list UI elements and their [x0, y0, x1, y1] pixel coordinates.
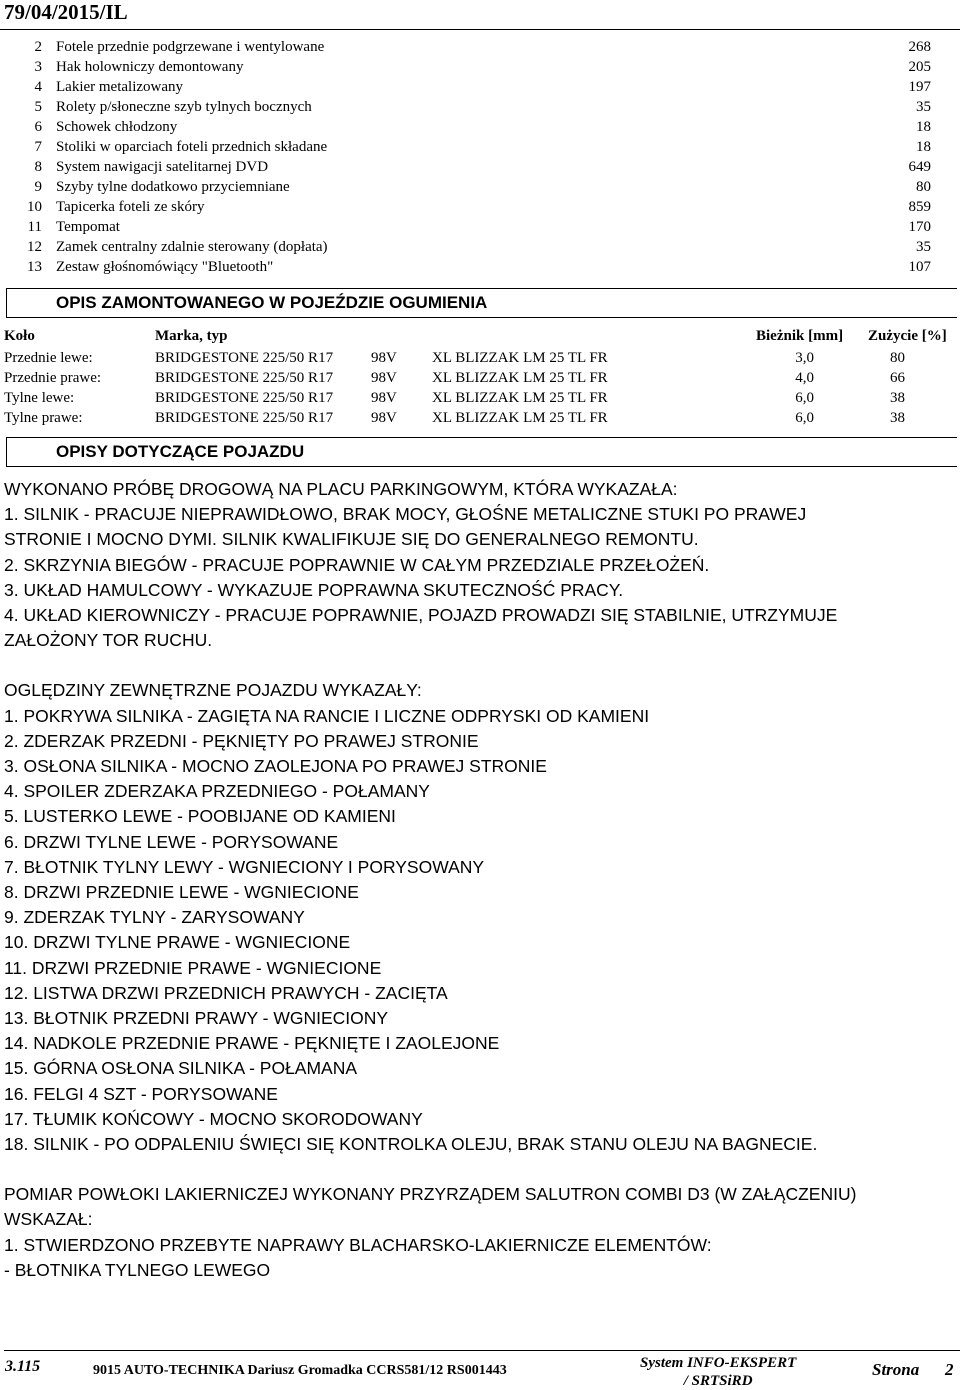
header-wear: Zużycie [%]	[868, 328, 947, 344]
tire-row	[0, 407, 960, 427]
tire-position: Tylne prawe:	[4, 410, 83, 426]
equipment-value: 35	[916, 99, 931, 115]
equipment-value: 859	[908, 199, 931, 215]
header-brand: Marka, typ	[155, 328, 228, 344]
equipment-number: 2	[34, 39, 42, 55]
equipment-row	[0, 178, 960, 198]
vehicle-notes-title: OPISY DOTYCZĄCE POJAZDU	[56, 442, 305, 461]
tire-wear: 80	[890, 350, 905, 366]
exterior-heading: OGLĘDZINY ZEWNĘTRZNE POJAZDU WYKAZAŁY:	[4, 680, 422, 701]
exterior-line: 2. ZDERZAK PRZEDNI - PĘKNIĘTY PO PRAWEJ STRONIE	[4, 730, 479, 751]
equipment-row	[0, 78, 960, 98]
equipment-value: 170	[908, 219, 931, 235]
equipment-value: 18	[916, 139, 931, 155]
tire-row	[0, 347, 960, 367]
equipment-name: Szyby tylne dodatkowo przyciemniane	[56, 179, 290, 195]
header-kolo: Koło	[4, 328, 35, 344]
footer-page-code: 3.115	[5, 1358, 41, 1375]
exterior-line: 12. LISTWA DRZWI PRZEDNICH PRAWYCH - ZACIĘTA	[4, 982, 448, 1003]
exterior-line: 1. POKRYWA SILNIKA - ZAGIĘTA NA RANCIE I LICZNE ODPRYSKI OD KAMIENI	[4, 705, 650, 726]
footer-system-line2: / SRTSiRD	[683, 1373, 753, 1389]
exterior-line: 10. DRZWI TYLNE PRAWE - WGNIECIONE	[4, 932, 351, 953]
exterior-line: 16. FELGI 4 SZT - PORYSOWANE	[4, 1083, 278, 1104]
paint-line: 1. STWIERDZONO PRZEBYTE NAPRAWY BLACHARSKO-LAKIERNICZE ELEMENTÓW:	[4, 1234, 712, 1255]
tires-table	[0, 325, 960, 427]
tire-model: XL BLIZZAK LM 25 TL FR	[432, 370, 608, 386]
exterior-line: 7. BŁOTNIK TYLNY LEWY - WGNIECIONY I PORYSOWANY	[4, 856, 485, 877]
equipment-row	[0, 258, 960, 278]
equipment-number: 13	[27, 259, 42, 275]
tire-load-index: 98V	[371, 370, 397, 386]
equipment-number: 6	[34, 119, 42, 135]
exterior-line: 5. LUSTERKO LEWE - POOBIJANE OD KAMIENI	[4, 806, 396, 827]
tire-wear: 38	[890, 390, 905, 406]
tire-row	[0, 387, 960, 407]
tire-brand: BRIDGESTONE 225/50 R17	[155, 370, 334, 386]
header-divider	[0, 29, 960, 30]
exterior-line: 9. ZDERZAK TYLNY - ZARYSOWANY	[4, 907, 305, 928]
tire-model: XL BLIZZAK LM 25 TL FR	[432, 410, 608, 426]
equipment-name: System nawigacji satelitarnej DVD	[56, 159, 269, 175]
header-tread: Bieżnik [mm]	[756, 328, 844, 344]
footer-company: 9015 AUTO-TECHNIKA Dariusz Gromadka CCRS581/12 RS001443	[93, 1363, 507, 1378]
tire-position: Przednie prawe:	[4, 370, 102, 386]
tire-row	[0, 367, 960, 387]
equipment-number: 12	[27, 239, 42, 255]
equipment-name: Tempomat	[56, 219, 120, 235]
tire-tread: 4,0	[795, 370, 814, 386]
exterior-line: 4. SPOILER ZDERZAKA PRZEDNIEGO - POŁAMANY	[4, 781, 430, 802]
footer-system	[640, 1354, 796, 1390]
footer-system-line1: System INFO-EKSPERT	[640, 1355, 797, 1371]
equipment-name: Zestaw głośnomówiący "Bluetooth"	[56, 259, 274, 275]
tires-section-header	[6, 288, 957, 318]
tire-tread: 6,0	[795, 390, 814, 406]
tire-load-index: 98V	[371, 390, 397, 406]
footer-strona-label: Strona	[872, 1360, 920, 1379]
tire-tread: 6,0	[795, 410, 814, 426]
tire-brand: BRIDGESTONE 225/50 R17	[155, 410, 334, 426]
page-footer	[0, 1350, 960, 1389]
equipment-number: 4	[34, 79, 42, 95]
exterior-line: 13. BŁOTNIK PRZEDNI PRAWY - WGNIECIONY	[4, 1008, 389, 1029]
road-test-line: 2. SKRZYNIA BIEGÓW - PRACUJE POPRAWNIE W CAŁYM PRZEDZIALE PRZEŁOŻEŃ.	[4, 554, 710, 575]
road-test-line: 4. UKŁAD KIEROWNICZY - PRACUJE POPRAWNIE, POJAZD PROWADZI SIĘ STABILNIE, UTRZYMUJE ZAŁOŻONY TOR RUCHU.	[4, 605, 838, 651]
equipment-row	[0, 118, 960, 138]
equipment-row	[0, 58, 960, 78]
tire-wear: 38	[890, 410, 905, 426]
footer-divider	[4, 1350, 960, 1351]
tire-wear: 66	[890, 370, 905, 386]
exterior-line: 14. NADKOLE PRZEDNIE PRAWE - PĘKNIĘTE I ZAOLEJONE	[4, 1033, 500, 1054]
equipment-value: 35	[916, 239, 931, 255]
road-test-heading: WYKONANO PRÓBĘ DROGOWĄ NA PLACU PARKINGOWYM, KTÓRA WYKAZAŁA:	[4, 479, 678, 499]
equipment-row	[0, 138, 960, 158]
equipment-number: 8	[34, 159, 42, 175]
tire-load-index: 98V	[371, 410, 397, 426]
equipment-row	[0, 238, 960, 258]
equipment-row	[0, 198, 960, 218]
tire-model: XL BLIZZAK LM 25 TL FR	[432, 350, 608, 366]
tire-brand: BRIDGESTONE 225/50 R17	[155, 390, 334, 406]
equipment-name: Schowek chłodzony	[56, 119, 178, 135]
equipment-value: 268	[908, 39, 931, 55]
equipment-row	[0, 38, 960, 58]
equipment-number: 7	[34, 139, 42, 155]
equipment-number: 3	[34, 59, 42, 75]
equipment-row	[0, 218, 960, 238]
exterior-line: 8. DRZWI PRZEDNIE LEWE - WGNIECIONE	[4, 882, 359, 903]
equipment-value: 197	[908, 79, 931, 95]
tires-table-header	[0, 325, 960, 347]
equipment-number: 9	[34, 179, 42, 195]
equipment-value: 18	[916, 119, 931, 135]
equipment-value: 80	[916, 179, 931, 195]
tire-model: XL BLIZZAK LM 25 TL FR	[432, 390, 608, 406]
vehicle-notes-header	[6, 437, 957, 467]
equipment-name: Fotele przednie podgrzewane i wentylowane	[56, 39, 325, 55]
equipment-row	[0, 158, 960, 178]
paint-heading: POMIAR POWŁOKI LAKIERNICZEJ WYKONANY PRZYRZĄDEM SALUTRON COMBI D3 (W ZAŁĄCZENIU) WSKAZAŁ:	[4, 1184, 857, 1230]
footer-page-number: 2	[945, 1360, 954, 1379]
exterior-line: 15. GÓRNA OSŁONA SILNIKA - POŁAMANA	[4, 1058, 358, 1079]
vehicle-notes	[4, 477, 884, 1283]
equipment-number: 10	[27, 199, 42, 215]
equipment-list	[0, 38, 960, 278]
tire-tread: 3,0	[795, 350, 814, 366]
equipment-value: 649	[908, 159, 931, 175]
tire-position: Tylne lewe:	[4, 390, 75, 406]
exterior-line: 3. OSŁONA SILNIKA - MOCNO ZAOLEJONA PO PRAWEJ STRONIE	[4, 756, 547, 777]
equipment-number: 5	[34, 99, 42, 115]
document-id: 79/04/2015/IL	[4, 0, 128, 24]
equipment-name: Lakier metalizowany	[56, 79, 184, 95]
equipment-number: 11	[27, 219, 42, 235]
equipment-value: 107	[908, 259, 931, 275]
equipment-name: Tapicerka foteli ze skóry	[56, 199, 205, 215]
equipment-name: Hak holowniczy demontowany	[56, 59, 244, 75]
road-test-line: 3. UKŁAD HAMULCOWY - WYKAZUJE POPRAWNA SKUTECZNOŚĆ PRACY.	[4, 579, 624, 600]
tires-section-title: OPIS ZAMONTOWANEGO W POJEŹDZIE OGUMIENIA	[56, 293, 488, 312]
exterior-line: 6. DRZWI TYLNE LEWE - PORYSOWANE	[4, 831, 339, 852]
tire-brand: BRIDGESTONE 225/50 R17	[155, 350, 334, 366]
equipment-name: Stoliki w oparciach foteli przednich składane	[56, 139, 328, 155]
tire-position: Przednie lewe:	[4, 350, 93, 366]
equipment-row	[0, 98, 960, 118]
exterior-line: 18. SILNIK - PO ODPALENIU ŚWIĘCI SIĘ KONTROLKA OLEJU, BRAK STANU OLEJU NA BAGNECIE.	[4, 1134, 818, 1155]
exterior-line: 17. TŁUMIK KOŃCOWY - MOCNO SKORODOWANY	[4, 1108, 423, 1129]
equipment-value: 205	[908, 59, 931, 75]
exterior-line: 11. DRZWI PRZEDNIE PRAWE - WGNIECIONE	[4, 957, 382, 978]
equipment-name: Rolety p/słoneczne szyb tylnych bocznych	[56, 99, 312, 115]
equipment-name: Zamek centralny zdalnie sterowany (dopłata)	[56, 239, 328, 255]
paint-line: - BŁOTNIKA TYLNEGO LEWEGO	[4, 1259, 271, 1280]
tire-load-index: 98V	[371, 350, 397, 366]
road-test-line: 1. SILNIK - PRACUJE NIEPRAWIDŁOWO, BRAK MOCY, GŁOŚNE METALICZNE STUKI PO PRAWEJ STRONIE I MOCNO DYMI. SILNIK KWALIFIKUJE SIĘ DO GENERALNEGO REMONTU.	[4, 504, 807, 550]
